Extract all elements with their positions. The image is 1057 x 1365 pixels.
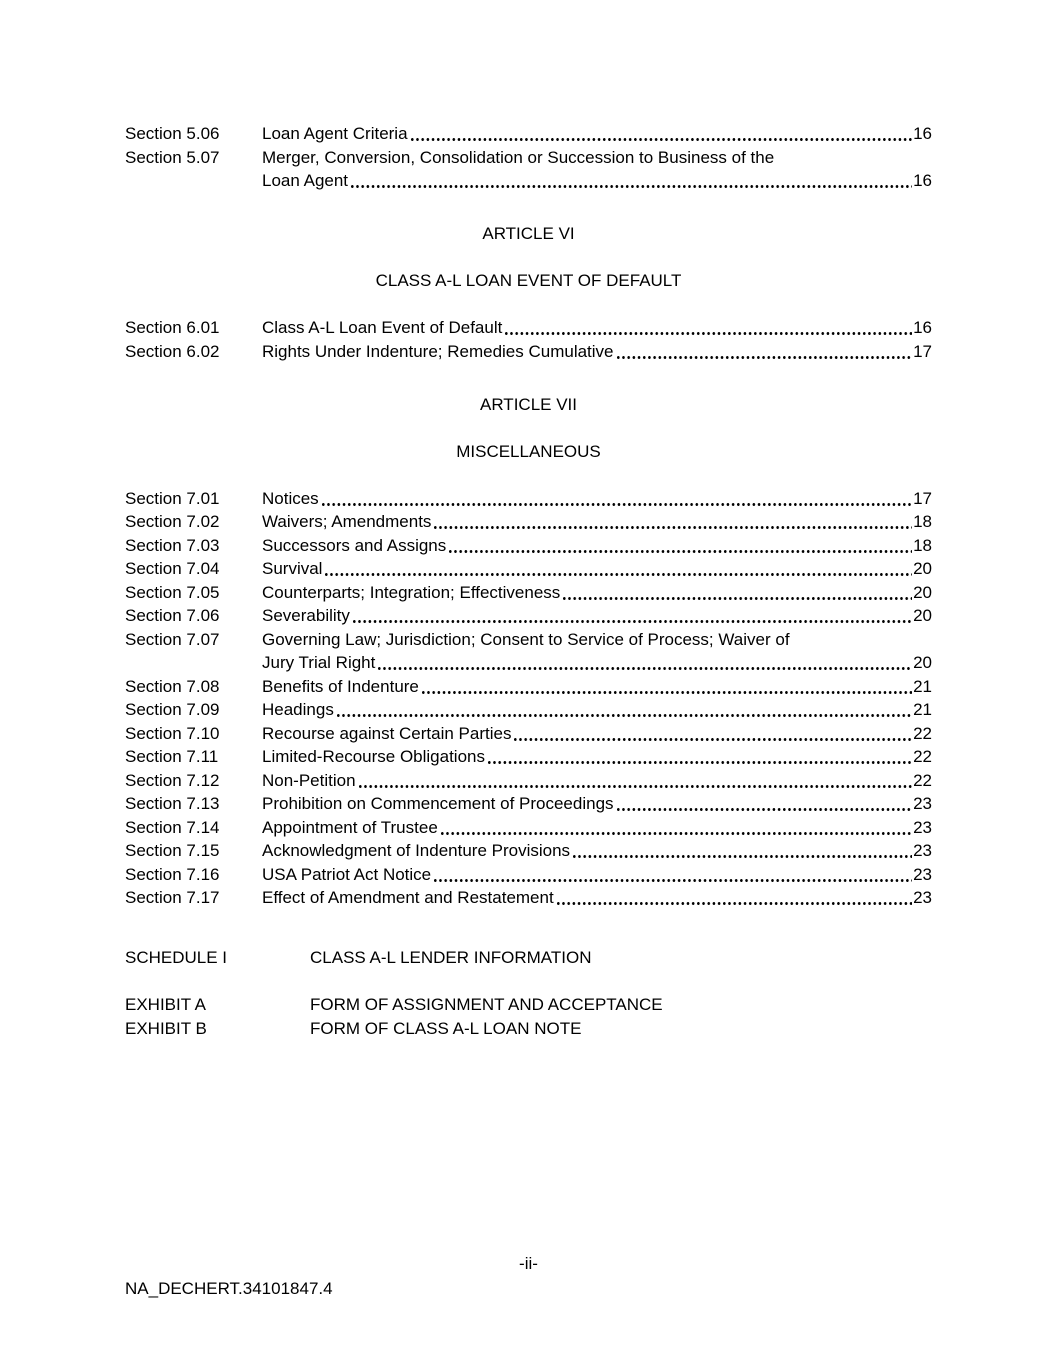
toc-reference-row [125, 993, 932, 1017]
toc-entry-title: Loan Agent [262, 171, 349, 190]
toc-entry-title: Benefits of Indenture [262, 676, 419, 696]
toc-row [125, 839, 932, 863]
toc-entry-body [262, 792, 932, 816]
dot-leader [557, 886, 912, 910]
toc-entry-title: Recourse against Certain Parties [262, 723, 512, 743]
toc-section-number: Section 7.15 [125, 841, 220, 860]
toc-section-number: Section 6.01 [125, 318, 220, 337]
toc-entry-body [262, 698, 932, 722]
toc-page-number: 23 [913, 888, 932, 907]
toc-entry-body [262, 557, 932, 581]
toc-entry-line [262, 581, 932, 605]
toc-entry-title: Notices [262, 488, 319, 508]
toc-page-number: 17 [913, 341, 932, 361]
toc-page-number: 22 [913, 723, 932, 743]
toc-page-number: 20 [913, 582, 932, 602]
footer-document-id: NA_DECHERT.34101847.4 [125, 1279, 333, 1298]
toc-row [125, 510, 932, 534]
toc-page-number: 23 [913, 841, 932, 860]
dot-leader [573, 839, 912, 863]
toc-section-number: Section 7.13 [125, 794, 220, 813]
toc-entry-line [262, 769, 932, 793]
toc-entry-line [262, 698, 932, 722]
toc-entry-title: Limited-Recourse Obligations [262, 747, 485, 766]
toc-row [125, 863, 932, 887]
toc-entry-body [262, 316, 932, 340]
toc-page-number: 22 [913, 747, 932, 766]
toc-page-number: 22 [913, 770, 932, 790]
toc-row [125, 316, 932, 340]
toc-entry-body [262, 769, 932, 793]
toc-entry-title: Merger, Conversion, Consolidation or Succession to Business of the [262, 147, 775, 167]
toc-entry-body [262, 487, 932, 511]
toc-section-number: Section 6.02 [125, 341, 220, 361]
toc-entry-line [262, 146, 932, 170]
toc-entry-body [262, 816, 932, 840]
dot-leader [351, 169, 912, 193]
toc-row [125, 122, 932, 146]
toc-entry-line [262, 534, 932, 558]
toc-entry-body [262, 722, 932, 746]
toc-article-heading: CLASS A-L LOAN EVENT OF DEFAULT [375, 271, 682, 290]
toc-row [125, 745, 932, 769]
toc-entry-line [262, 122, 932, 146]
toc-row [125, 769, 932, 793]
toc-entry-title: Loan Agent Criteria [262, 124, 408, 143]
toc-entry-title: USA Patriot Act Notice [262, 864, 432, 884]
toc-entry-title: Successors and Assigns [262, 535, 447, 555]
toc-entry-body [262, 122, 932, 146]
toc-page-number: 16 [913, 124, 932, 143]
toc-row [125, 487, 932, 511]
toc-content [125, 122, 932, 1040]
toc-page-number: 23 [913, 794, 932, 813]
toc-row [125, 792, 932, 816]
dot-leader [617, 792, 913, 816]
toc-entry-line [262, 863, 932, 887]
toc-article-heading: ARTICLE VI [482, 224, 575, 243]
toc-entry-title: Effect of Amendment and Restatement [262, 888, 554, 907]
toc-entry-title: Governing Law; Jurisdiction; Consent to Service of Process; Waiver of [262, 629, 790, 649]
toc-entry-line [262, 651, 932, 675]
toc-row [125, 698, 932, 722]
toc-article-heading: MISCELLANEOUS [456, 441, 601, 461]
toc-reference-group [125, 946, 932, 970]
dot-leader [434, 863, 912, 887]
toc-entry-title: Appointment of Trustee [262, 817, 438, 837]
toc-entry-body [262, 581, 932, 605]
toc-section-number: Section 7.01 [125, 488, 220, 508]
toc-page-number: 17 [913, 488, 932, 508]
toc-entry-line [262, 340, 932, 364]
dot-leader [441, 816, 912, 840]
toc-entries-block [125, 316, 932, 369]
toc-section-number: Section 7.05 [125, 582, 220, 602]
toc-entry-line [262, 792, 932, 816]
toc-entry-body [262, 534, 932, 558]
toc-entry-line [262, 557, 932, 581]
toc-section-number: Section 7.11 [125, 747, 219, 766]
toc-entry-title: Survival [262, 559, 323, 578]
toc-reference-title: FORM OF CLASS A-L LOAN NOTE [310, 1018, 582, 1038]
toc-row [125, 340, 932, 364]
toc-page-number: 18 [913, 535, 932, 555]
toc-row [125, 675, 932, 699]
toc-reference-group [125, 993, 932, 1040]
toc-section-number: Section 5.07 [125, 147, 220, 167]
toc-entry-title: Non-Petition [262, 770, 356, 790]
dot-leader [359, 769, 913, 793]
toc-entry-title: Waivers; Amendments [262, 512, 432, 531]
toc-entry-body [262, 510, 932, 534]
toc-entry-line [262, 487, 932, 511]
toc-row [125, 534, 932, 558]
toc-row [125, 146, 932, 193]
toc-entry-body [262, 628, 932, 675]
toc-section-number: Section 7.06 [125, 606, 220, 625]
toc-reference-row [125, 946, 932, 970]
toc-entry-body [262, 745, 932, 769]
toc-reference-row [125, 1017, 932, 1041]
toc-reference-label: EXHIBIT B [125, 1018, 207, 1038]
toc-entry-line [262, 722, 932, 746]
toc-page-number: 20 [913, 559, 932, 578]
toc-row [125, 581, 932, 605]
dot-leader [353, 604, 912, 628]
toc-page-number: 23 [913, 864, 932, 884]
dot-leader [617, 340, 913, 364]
toc-entry-body [262, 863, 932, 887]
toc-entry-title: Rights Under Indenture; Remedies Cumulative [262, 341, 614, 361]
dot-leader [434, 510, 912, 534]
toc-page-number: 23 [913, 817, 932, 837]
toc-row [125, 628, 932, 675]
toc-entry-title: Headings [262, 700, 334, 719]
toc-entry-body [262, 604, 932, 628]
dot-leader [322, 487, 912, 511]
toc-entry-body [262, 886, 932, 910]
toc-row [125, 722, 932, 746]
dot-leader [422, 675, 912, 699]
toc-reference-label: EXHIBIT A [125, 995, 206, 1014]
dot-leader [325, 557, 912, 581]
toc-entry-line [262, 316, 932, 340]
toc-entry-line [262, 886, 932, 910]
toc-section-number: Section 7.16 [125, 864, 220, 884]
toc-entry-line [262, 628, 932, 652]
toc-entry-line [262, 745, 932, 769]
dot-leader [563, 581, 912, 605]
toc-section-number: Section 7.04 [125, 559, 220, 578]
toc-row [125, 886, 932, 910]
toc-entry-title: Class A-L Loan Event of Default [262, 318, 503, 337]
toc-section-number: Section 7.07 [125, 629, 220, 649]
toc-entry-line [262, 675, 932, 699]
dot-leader [337, 698, 912, 722]
toc-page-number: 21 [913, 676, 932, 696]
toc-entries-block [125, 122, 932, 199]
toc-section-number: Section 7.09 [125, 700, 220, 719]
toc-article-heading: ARTICLE VII [480, 394, 577, 414]
toc-section-number: Section 5.06 [125, 124, 220, 143]
toc-entry-title: Acknowledgment of Indenture Provisions [262, 841, 571, 860]
toc-section-number: Section 7.02 [125, 512, 220, 531]
toc-section-number: Section 7.08 [125, 676, 220, 696]
toc-reference-label: SCHEDULE I [125, 947, 228, 967]
toc-page-number: 20 [913, 653, 932, 672]
toc-entry-line [262, 169, 932, 193]
toc-entry-body [262, 839, 932, 863]
toc-row [125, 557, 932, 581]
toc-entry-line [262, 604, 932, 628]
toc-entry-line [262, 816, 932, 840]
toc-blocks [125, 122, 932, 1040]
toc-section-number: Section 7.12 [125, 770, 220, 790]
dot-leader [449, 534, 912, 558]
toc-page-number: 18 [913, 512, 932, 531]
toc-entry-title: Jury Trial Right [262, 653, 376, 672]
toc-entry-title: Severability [262, 606, 350, 625]
toc-page-number: 20 [913, 606, 932, 625]
dot-leader [514, 722, 912, 746]
dot-leader [505, 316, 912, 340]
toc-entry-title: Counterparts; Integration; Effectiveness [262, 582, 561, 602]
toc-reference-title: FORM OF ASSIGNMENT AND ACCEPTANCE [310, 995, 663, 1014]
toc-section-number: Section 7.10 [125, 723, 220, 743]
toc-entries-block [125, 487, 932, 916]
toc-entry-body [262, 146, 932, 193]
toc-entry-line [262, 839, 932, 863]
toc-section-number: Section 7.03 [125, 535, 220, 555]
toc-section-number: Section 7.14 [125, 817, 220, 837]
footer-page-number: -ii- [519, 1254, 538, 1273]
toc-page-number: 16 [913, 318, 932, 337]
toc-entry-line [262, 510, 932, 534]
dot-leader [488, 745, 912, 769]
toc-page-number: 21 [913, 700, 932, 719]
toc-row [125, 604, 932, 628]
toc-entry-title: Prohibition on Commencement of Proceedings [262, 794, 614, 813]
toc-section-number: Section 7.17 [125, 888, 220, 907]
toc-entry-body [262, 340, 932, 364]
toc-page-number: 16 [913, 171, 932, 190]
toc-reference-title: CLASS A-L LENDER INFORMATION [310, 947, 592, 967]
dot-leader [411, 122, 913, 146]
dot-leader [378, 651, 912, 675]
toc-row [125, 816, 932, 840]
toc-entry-body [262, 675, 932, 699]
